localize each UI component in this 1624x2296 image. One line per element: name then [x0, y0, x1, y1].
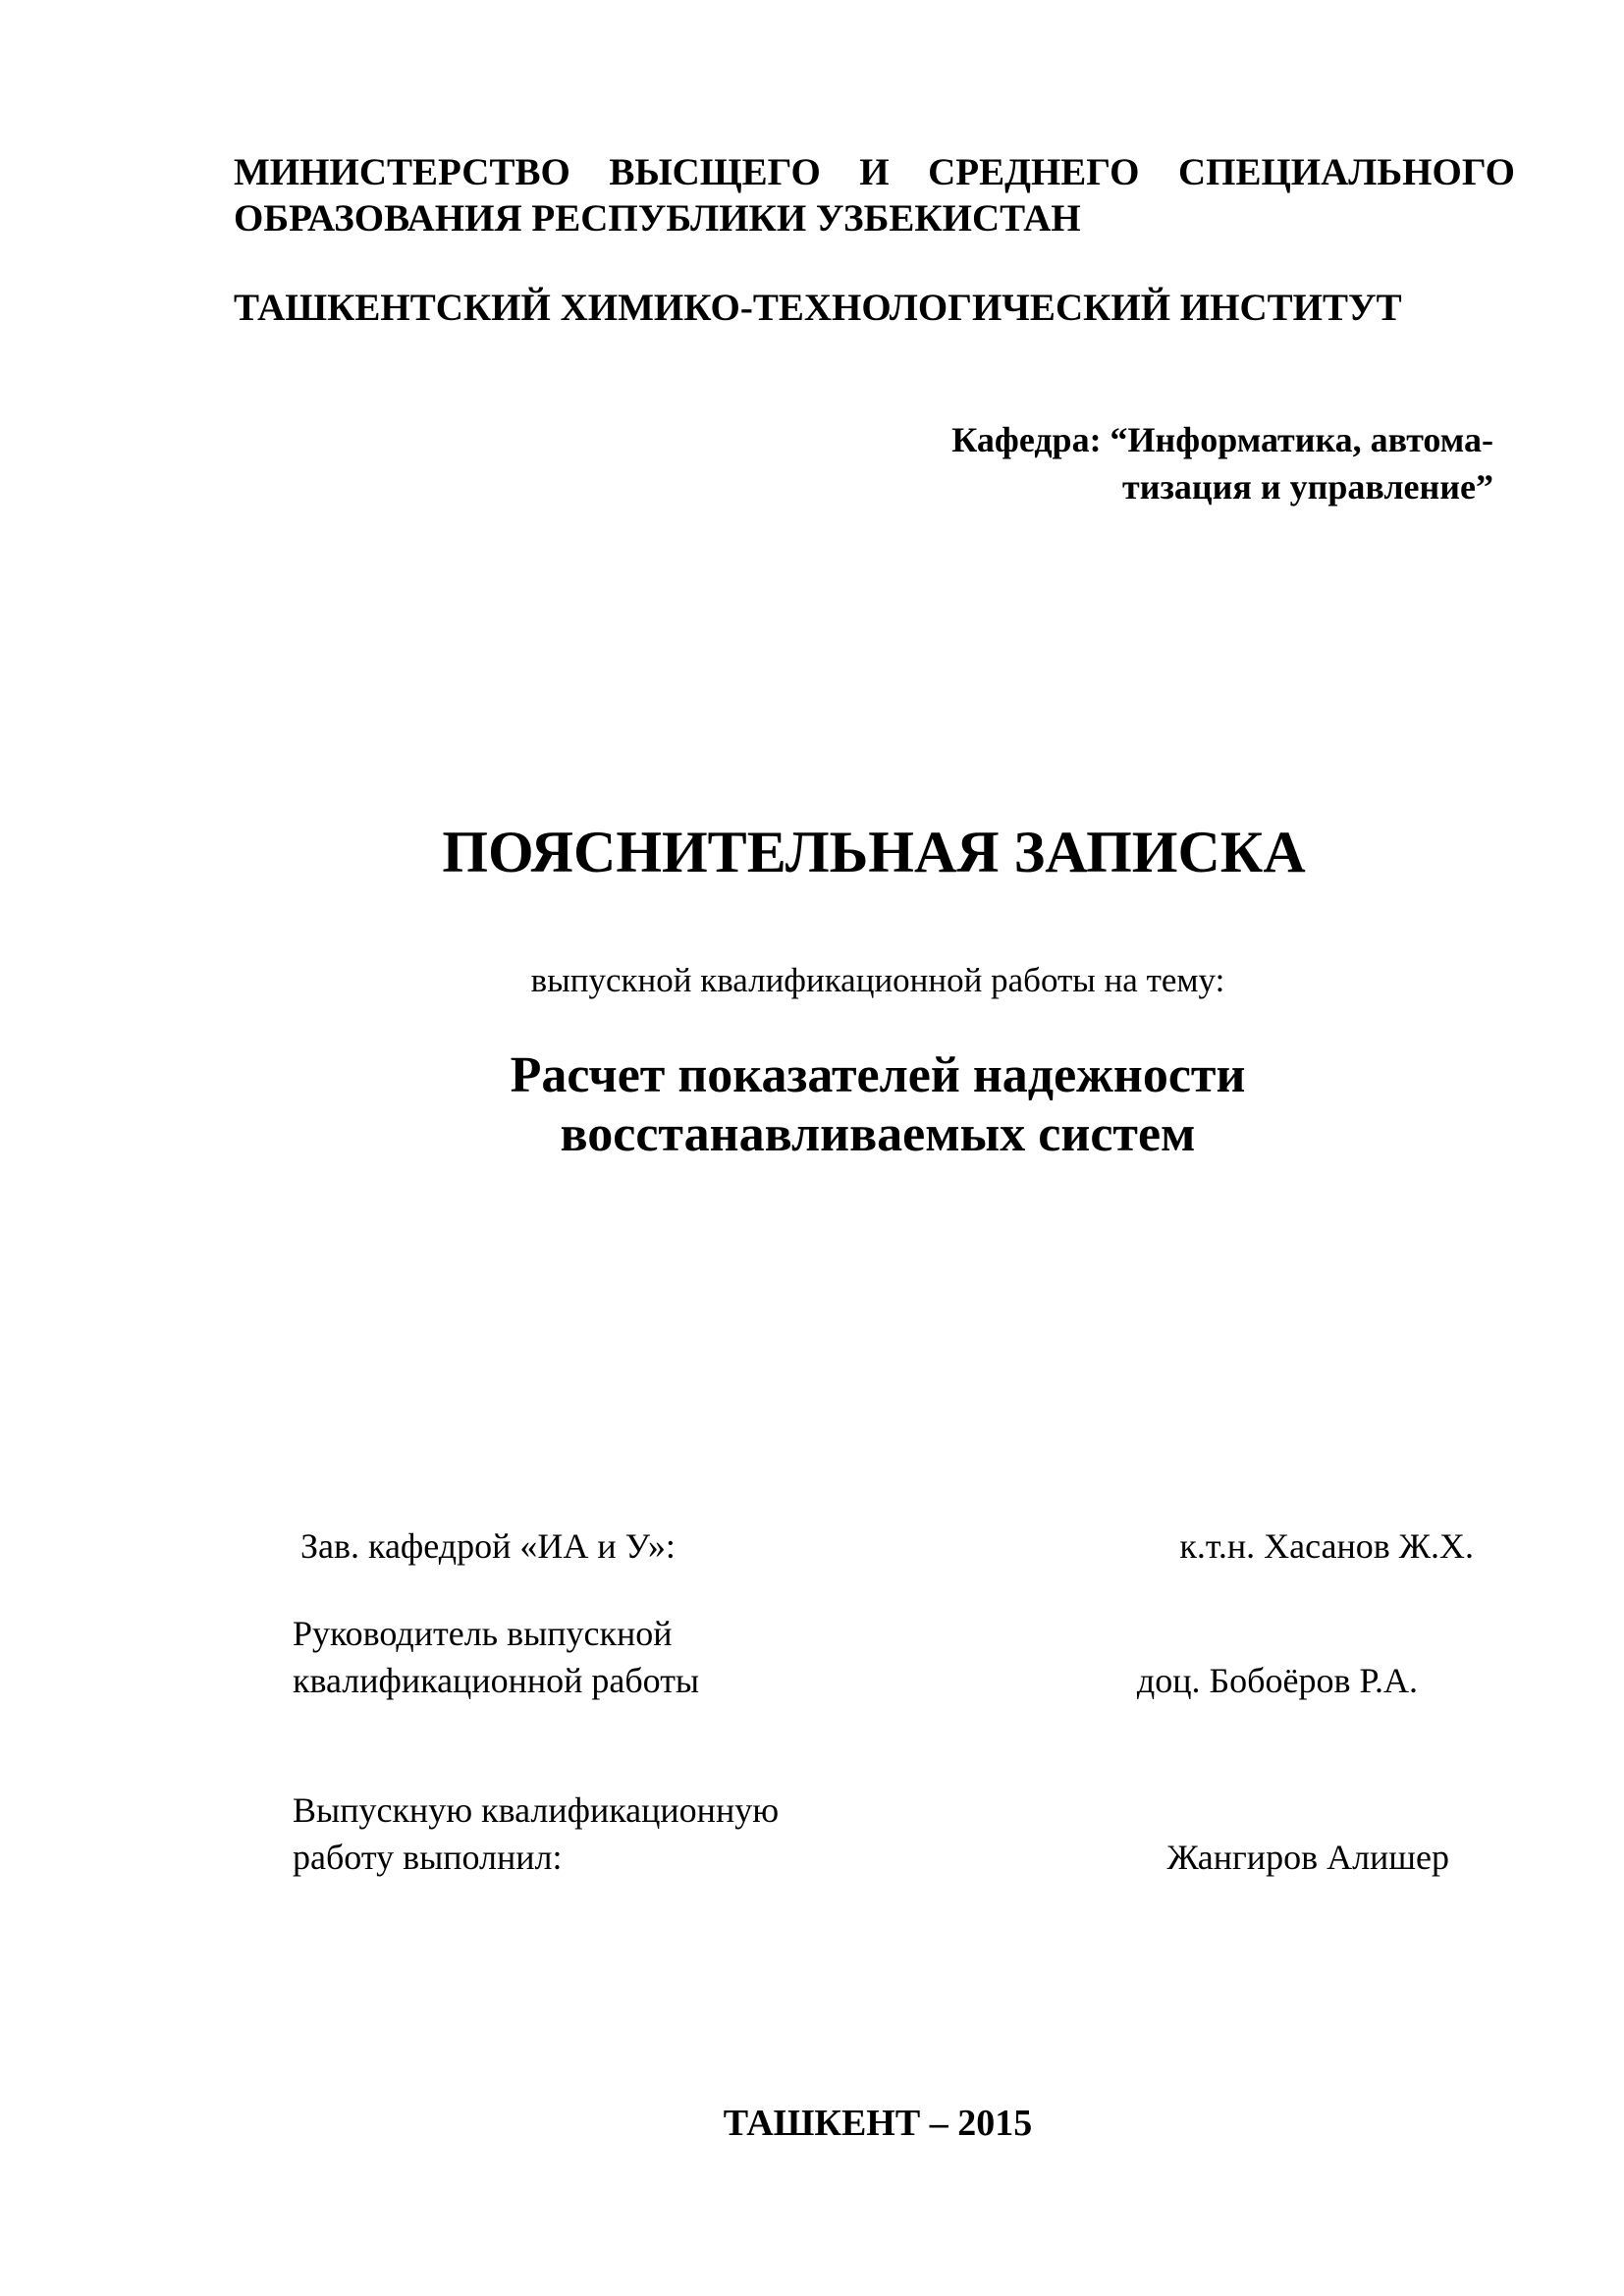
topic-line-2: восстанавливаемых систем [560, 1106, 1196, 1162]
city-year: ТАШКЕНТ – 2015 [723, 2103, 1033, 2144]
department-line-2: тизация и управление” [1122, 467, 1493, 507]
document-title: ПОЯСНИТЕЛЬНАЯ ЗАПИСКА [442, 820, 1306, 884]
author-name: Жангиров Алишер [1166, 1838, 1449, 1877]
thesis-topic [0, 1046, 1624, 1164]
head-of-department-name: к.т.н. Хасанов Ж.Х. [1179, 1526, 1474, 1566]
author-label-line-2: работу выполнил: [293, 1838, 563, 1877]
ministry-line-2: ОБРАЗОВАНИЯ РЕСПУБЛИКИ УЗБЕКИСТАН [234, 197, 1081, 240]
author-label-line-1: Выпускную квалификационную [293, 1790, 780, 1830]
supervisor-label-line-1: Руководитель выпускной [293, 1614, 673, 1653]
supervisor-label-line-2: квалификационной работы [293, 1661, 700, 1700]
topic-line-1: Расчет показателей надежности [510, 1047, 1246, 1103]
department-line-1: Кафедра: “Информатика, автома- [951, 420, 1493, 459]
document-subtitle: выпускной квалификационной работы на тему: [530, 961, 1225, 999]
ministry-line-1: МИНИСТЕРСТВО ВЫСЩЕГО И СРЕДНЕГО СПЕЦИАЛЬНОГО [234, 151, 1515, 193]
supervisor-name: доц. Бобоёров Р.А. [1136, 1661, 1418, 1700]
department-block [951, 416, 1493, 510]
ministry-header [234, 149, 1515, 241]
head-of-department-label: Зав. кафедрой «ИА и У»: [300, 1526, 676, 1566]
institute-name: ТАШКЕНТСКИЙ ХИМИКО-ТЕХНОЛОГИЧЕСКИЙ ИНСТИТУТ [234, 287, 1402, 329]
